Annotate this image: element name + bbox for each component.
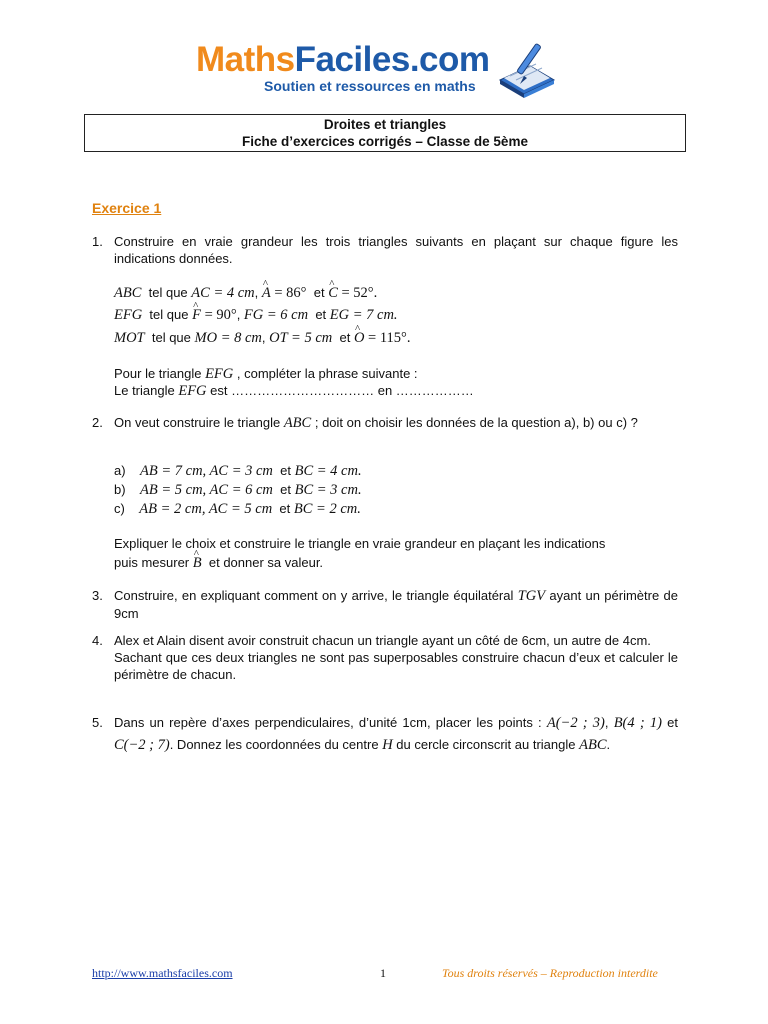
question-number: 3.	[92, 588, 103, 603]
option-c: c) AB = 2 cm, AC = 5 cm et BC = 2 cm.	[114, 501, 361, 517]
question-5	[92, 712, 678, 772]
footer-rights-notice: Tous droits réservés – Reproduction interdite	[442, 966, 658, 980]
question-text: Construire, en expliquant comment on y arrive, le triangle équilatéral TGV ayant un périmètre de 9cm	[114, 588, 678, 621]
option-a: a) AB = 7 cm, AC = 3 cm et BC = 4 cm.	[114, 463, 362, 479]
complete-sentence: Le triangle EFG est …………………………… en ………………	[114, 383, 474, 399]
question-3	[92, 587, 678, 623]
question-number: 4.	[92, 633, 103, 648]
triangle-abc-data: ABC tel que AC = 4 cm, ^ A = 86° et ^ C = 52°.	[114, 284, 377, 302]
question-2	[92, 414, 678, 450]
measure-text: puis mesurer ^ B et donner sa valeur.	[114, 554, 323, 572]
book-pen-icon	[496, 40, 558, 98]
explain-text: Expliquer le choix et construire le triangle en vraie grandeur en plaçant les indications	[114, 536, 606, 551]
exercise-heading: Exercice 1	[92, 200, 162, 216]
question-text: Dans un repère d’axes perpendiculaires, d’unité 1cm, placer les points : A(−2 ; 3), B(4 ; 1) et C(−2 ; 7). Donnez les coordonnées du centre H du cercle circonscrit au triangle ABC.	[114, 715, 678, 753]
question-4	[92, 632, 678, 702]
logo-wordmark: MathsFaciles.com	[196, 40, 490, 79]
document-subtitle: Fiche d’exercices corrigés – Classe de 5ème	[242, 134, 528, 149]
question-number: 1.	[92, 234, 103, 249]
logo-tagline: Soutien et ressources en maths	[264, 78, 476, 94]
question-1	[92, 233, 678, 273]
site-logo	[196, 40, 576, 100]
complete-instruction: Pour le triangle EFG , compléter la phrase suivante :	[114, 366, 418, 382]
question-number: 5.	[92, 715, 103, 730]
question-text: On veut construire le triangle ABC ; doit on choisir les données de la question a), b) ou c) ?	[114, 415, 638, 431]
document-title-box	[84, 114, 686, 152]
question-text: Construire en vraie grandeur les trois triangles suivants en plaçant sur chaque figure les indications données.	[114, 234, 678, 266]
option-b: b) AB = 5 cm, AC = 6 cm et BC = 3 cm.	[114, 482, 362, 498]
footer-website-link[interactable]: http://www.mathsfaciles.com	[92, 966, 233, 980]
page-number: 1	[380, 966, 386, 980]
triangle-mot-data: MOT tel que MO = 8 cm, OT = 5 cm et ^ O = 115°.	[114, 329, 411, 347]
question-text: Alex et Alain disent avoir construit chacun un triangle ayant un côté de 6cm, un autre de 4cm. Sachant que ces deux triangles ne sont pas superposables construire chacun d’eux et calculer le périmètre de chacun.	[114, 633, 678, 682]
triangle-efg-data: EFG tel que ^ F = 90°, FG = 6 cm et EG = 7 cm.	[114, 306, 398, 324]
question-number: 2.	[92, 415, 103, 430]
document-title: Droites et triangles	[323, 117, 447, 132]
